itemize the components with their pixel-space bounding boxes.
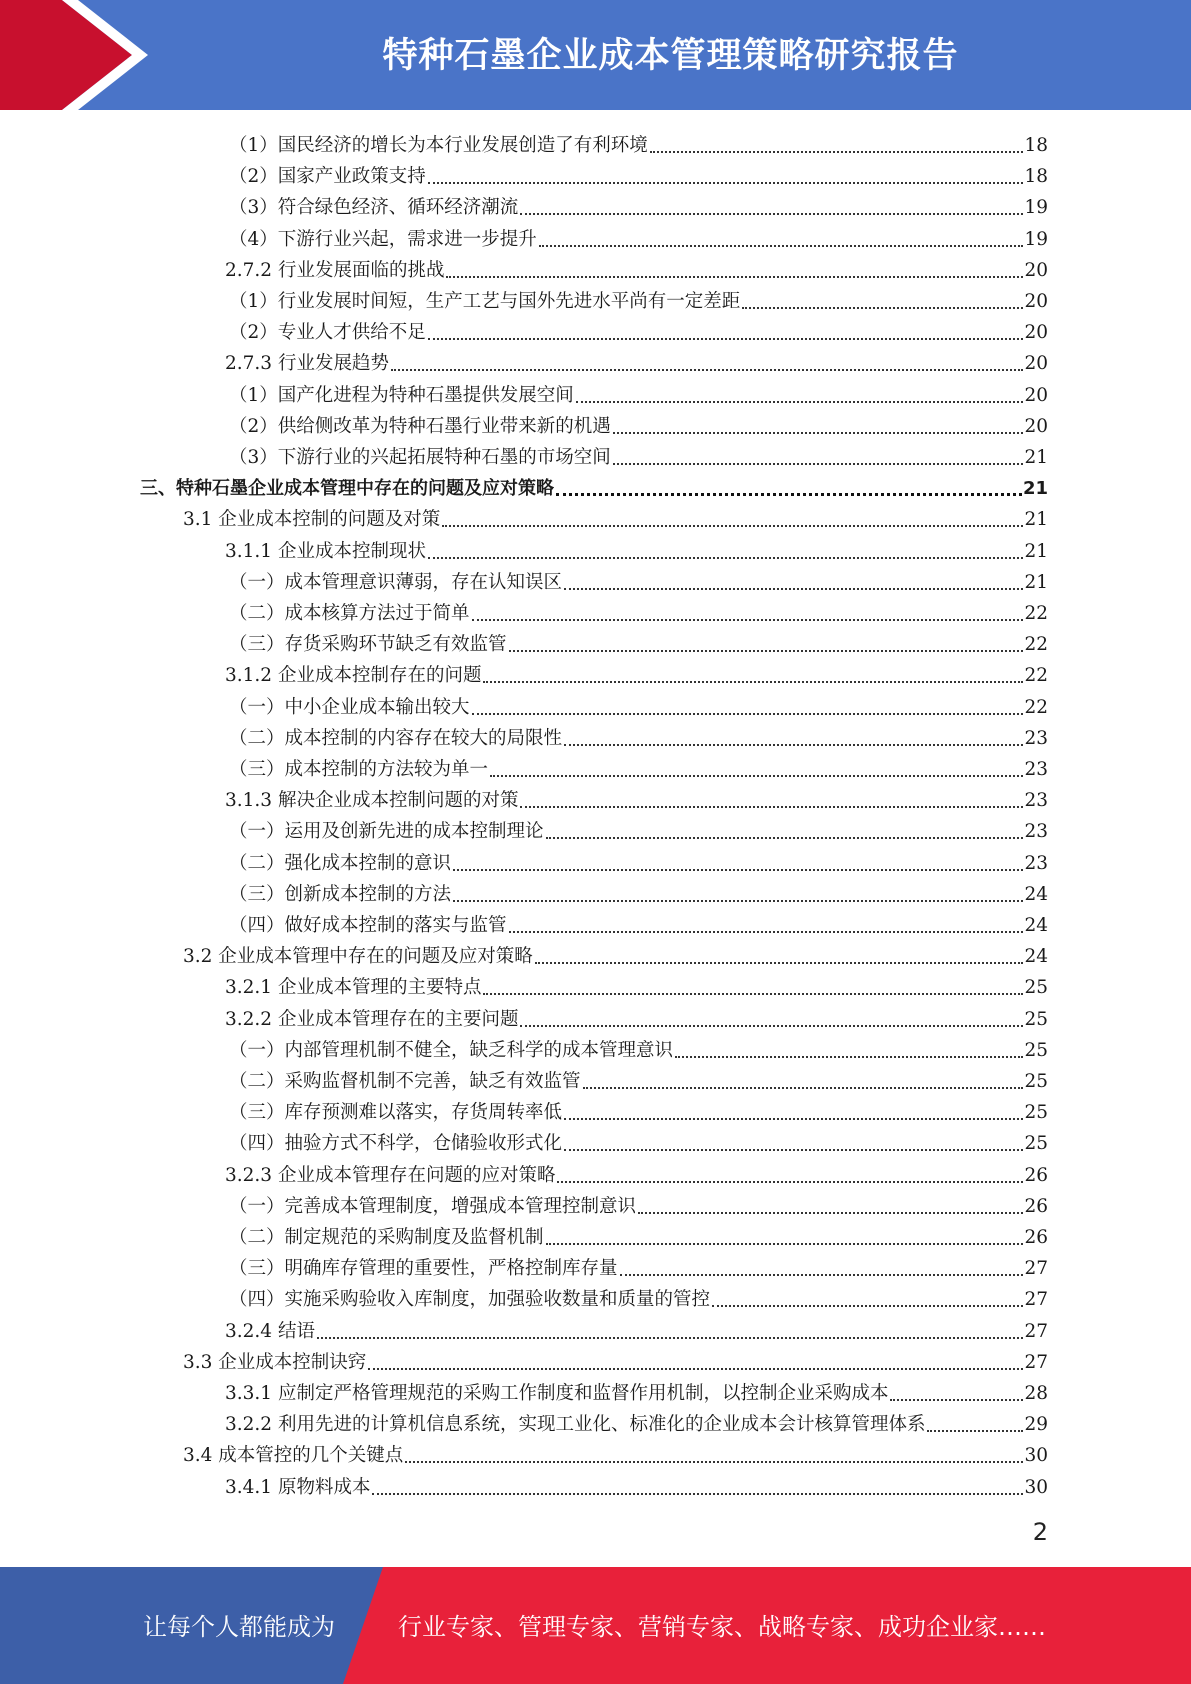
- toc-entry-page: 23: [1024, 759, 1048, 780]
- toc-entry-label: 三、特种石墨企业成本管理中存在的问题及应对策略: [140, 478, 554, 500]
- toc-entry-page: 29: [1024, 1414, 1048, 1436]
- toc-entry-label: （一）完善成本管理制度，增强成本管理控制意识: [229, 1195, 637, 1217]
- toc-entry-label: （三）库存预测难以落实，存货周转率低: [229, 1102, 563, 1124]
- toc-entry[interactable]: [225, 1157, 1048, 1188]
- toc-dot-leader: [509, 650, 1024, 652]
- toc-entry-label: 3.3 企业成本控制诀窍: [183, 1351, 367, 1373]
- toc-entry-page: 26: [1024, 1227, 1048, 1248]
- toc-entry-page: 27: [1024, 1351, 1048, 1373]
- toc-entry[interactable]: [229, 845, 1048, 876]
- toc-dot-leader: [638, 1212, 1023, 1214]
- toc-entry-page: 20: [1024, 291, 1048, 312]
- toc-dot-leader: [546, 1243, 1024, 1245]
- toc-dot-leader: [927, 1430, 1023, 1432]
- toc-entry-label: （1）国民经济的增长为本行业发展创造了有利环境: [229, 135, 648, 156]
- toc-entry-label: （4）下游行业兴起，需求进一步提升: [229, 228, 537, 250]
- toc-entry[interactable]: [225, 1469, 1048, 1500]
- toc-dot-leader: [564, 1149, 1023, 1151]
- toc-entry-page: 22: [1024, 696, 1048, 718]
- footer-slogan-left: 让每个人都能成为: [143, 1613, 335, 1641]
- toc-entry-label: （一）内部管理机制不健全，缺乏科学的成本管理意识: [229, 1039, 674, 1061]
- toc-dot-leader: [442, 525, 1023, 527]
- toc-entry-label: 3.4.1 原物料成本: [225, 1476, 371, 1498]
- toc-entry[interactable]: [229, 1281, 1048, 1312]
- toc-dot-leader: [613, 432, 1024, 434]
- toc-entry[interactable]: [229, 283, 1048, 314]
- toc-entry-label: （2）供给侧改革为特种石墨行业带来新的机遇: [229, 415, 611, 437]
- toc-dot-leader: [675, 1056, 1023, 1058]
- toc-entry-label: （2）国家产业政策支持: [229, 166, 426, 188]
- toc-entry[interactable]: [229, 1063, 1048, 1094]
- toc-entry[interactable]: [229, 595, 1048, 626]
- toc-entry-page: 21: [1024, 509, 1048, 531]
- toc-entry-page: 24: [1024, 883, 1048, 905]
- toc-entry-label: （3）符合绿色经济、循环经济潮流: [229, 197, 519, 219]
- toc-entry[interactable]: [229, 314, 1048, 345]
- toc-entry[interactable]: [229, 1188, 1048, 1219]
- toc-entry-page: 30: [1024, 1476, 1048, 1498]
- toc-entry-page: 27: [1024, 1320, 1048, 1342]
- toc-entry-label: （1）国产化进程为特种石墨提供发展空间: [229, 384, 574, 406]
- toc-entry-page: 19: [1024, 197, 1048, 219]
- toc-entry[interactable]: [229, 564, 1048, 595]
- toc-dot-leader: [564, 1118, 1023, 1120]
- toc-entry-label: （二）强化成本控制的意识: [229, 852, 452, 874]
- toc-entry-label: 3.1.3 解决企业成本控制问题的对策: [225, 790, 519, 812]
- toc-dot-leader: [391, 369, 1023, 371]
- toc-dot-leader: [712, 1305, 1023, 1307]
- toc-entry-label: （一）中小企业成本输出较大: [229, 696, 470, 718]
- toc-entry-label: 3.2 企业成本管理中存在的问题及应对策略: [183, 946, 533, 968]
- toc-entry-label: 3.2.3 企业成本管理存在问题的应对策略: [225, 1164, 556, 1186]
- toc-entry-page: 23: [1024, 852, 1048, 874]
- toc-dot-leader: [483, 993, 1023, 995]
- toc-dot-leader: [650, 151, 1024, 153]
- toc-entry[interactable]: [183, 501, 1048, 532]
- toc-dot-leader: [472, 619, 1024, 621]
- toc-entry-page: 20: [1024, 322, 1048, 344]
- toc-entry-label: 2.7.3 行业发展趋势: [225, 353, 389, 375]
- toc-dot-leader: [509, 931, 1024, 933]
- toc-entry-page: 27: [1024, 1289, 1048, 1311]
- toc-dot-leader: [520, 806, 1023, 808]
- toc-entry[interactable]: [229, 876, 1048, 907]
- toc-dot-leader: [742, 307, 1023, 309]
- toc-dot-leader: [428, 338, 1024, 340]
- toc-entry-label: （一）成本管理意识薄弱，存在认知误区: [229, 571, 563, 593]
- toc-entry-label: （四）做好成本控制的落实与监管: [229, 915, 507, 936]
- toc-entry-page: 23: [1024, 727, 1048, 749]
- toc-entry-page: 25: [1024, 1039, 1048, 1061]
- toc-entry[interactable]: [229, 626, 1048, 657]
- toc-entry-label: 3.1.1 企业成本控制现状: [225, 540, 426, 562]
- toc-entry[interactable]: [225, 533, 1048, 564]
- toc-entry[interactable]: [229, 1032, 1048, 1063]
- toc-entry[interactable]: [183, 938, 1048, 969]
- toc-entry-label: 3.3.1 应制定严格管理规范的采购工作制度和监督作用机制，以控制企业采购成本: [225, 1383, 889, 1404]
- toc-entry-page: 20: [1024, 415, 1048, 437]
- toc-entry[interactable]: [225, 1375, 1048, 1406]
- toc-entry-page: 23: [1024, 790, 1048, 812]
- toc-entry-page: 21: [1024, 540, 1048, 562]
- header-banner: [0, 0, 1191, 110]
- toc-entry[interactable]: [229, 1125, 1048, 1156]
- toc-entry[interactable]: [229, 127, 1048, 158]
- toc-entry-page: 25: [1024, 977, 1048, 999]
- toc-entry-page: 20: [1024, 384, 1048, 406]
- toc-entry-page: 26: [1024, 1195, 1048, 1217]
- toc-entry-page: 25: [1024, 1071, 1048, 1092]
- toc-entry-label: （四）抽验方式不科学，仓储验收形式化: [229, 1133, 563, 1155]
- toc-dot-leader: [483, 681, 1023, 683]
- footer-banner: [0, 1567, 1191, 1684]
- toc-entry-label: （2）专业人才供给不足: [229, 322, 426, 344]
- toc-entry-label: （三）存货采购环节缺乏有效监管: [229, 634, 507, 656]
- toc-dot-leader: [520, 1025, 1023, 1027]
- toc-entry-label: （一）运用及创新先进的成本控制理论: [229, 821, 544, 843]
- toc-dot-leader: [405, 1461, 1023, 1463]
- toc-entry-label: （3）下游行业的兴起拓展特种石墨的市场空间: [229, 447, 611, 468]
- toc-entry[interactable]: [229, 751, 1048, 782]
- toc-entry[interactable]: [229, 1250, 1048, 1281]
- toc-dot-leader: [372, 1493, 1023, 1495]
- toc-dot-leader: [535, 962, 1024, 964]
- toc-entry-label: （二）成本核算方法过于简单: [229, 603, 470, 624]
- toc-entry-page: 18: [1024, 135, 1048, 156]
- toc-entry-page: 19: [1024, 228, 1048, 250]
- toc-entry[interactable]: [229, 813, 1048, 844]
- toc-entry[interactable]: [225, 782, 1048, 813]
- report-title: 特种石墨企业成本管理策略研究报告: [382, 36, 959, 76]
- toc-entry[interactable]: [140, 470, 1048, 501]
- toc-dot-leader: [428, 557, 1023, 559]
- toc-dot-leader: [564, 744, 1023, 746]
- toc-entry-label: 3.2.2 利用先进的计算机信息系统，实现工业化、标准化的企业成本会计核算管理体系: [225, 1414, 926, 1436]
- toc-dot-leader: [368, 1368, 1023, 1370]
- toc-dot-leader: [520, 213, 1023, 215]
- toc-dot-leader: [428, 182, 1024, 184]
- toc-entry-label: （二）成本控制的内容存在较大的局限性: [229, 727, 563, 749]
- toc-dot-leader: [613, 463, 1024, 465]
- toc-dot-leader: [576, 401, 1024, 403]
- toc-entry-label: 3.2.1 企业成本管理的主要特点: [225, 977, 482, 999]
- toc-entry-label: （三）明确库存管理的重要性，严格控制库存量: [229, 1258, 618, 1280]
- toc-entry-label: 3.1 企业成本控制的问题及对策: [183, 509, 441, 531]
- chevron-arrow-icon: [0, 0, 160, 110]
- toc-entry-label: （1）行业发展时间短，生产工艺与国外先进水平尚有一定差距: [229, 291, 741, 312]
- toc-entry-page: 25: [1024, 1102, 1048, 1124]
- toc-entry-page: 23: [1024, 821, 1048, 843]
- toc-entry-page: 25: [1024, 1133, 1048, 1155]
- toc-entry-label: （三）创新成本控制的方法: [229, 883, 452, 905]
- toc-entry-page: 21: [1024, 571, 1048, 593]
- toc-entry-label: 3.4 成本管控的几个关键点: [183, 1445, 404, 1467]
- toc-dot-leader: [472, 713, 1024, 715]
- toc-dot-leader: [620, 1274, 1024, 1276]
- toc-dot-leader: [583, 1087, 1024, 1089]
- toc-entry-page: 25: [1024, 1008, 1048, 1030]
- toc-entry-page: 20: [1024, 259, 1048, 281]
- toc-entry-page: 28: [1024, 1383, 1048, 1404]
- toc-entry[interactable]: [229, 221, 1048, 252]
- toc-entry-page: 21: [1022, 478, 1048, 500]
- toc-dot-leader: [564, 588, 1023, 590]
- toc-entry-page: 22: [1024, 665, 1048, 687]
- toc-entry-page: 24: [1024, 915, 1048, 936]
- toc-entry[interactable]: [225, 345, 1048, 376]
- toc-entry-page: 30: [1024, 1445, 1048, 1467]
- toc-entry-page: 27: [1024, 1258, 1048, 1280]
- footer-slogan-right: 行业专家、管理专家、营销专家、战略专家、成功企业家……: [398, 1613, 1046, 1641]
- toc-entry-label: （三）成本控制的方法较为单一: [229, 759, 489, 780]
- toc-entry[interactable]: [183, 1344, 1048, 1375]
- toc-entry-page: 22: [1024, 634, 1048, 656]
- toc-entry[interactable]: [229, 1094, 1048, 1125]
- toc-dot-leader: [546, 837, 1024, 839]
- toc-entry-page: 21: [1024, 447, 1048, 468]
- toc-entry[interactable]: [225, 1001, 1048, 1032]
- toc-entry[interactable]: [183, 1437, 1048, 1468]
- toc-entry[interactable]: [229, 408, 1048, 439]
- toc-dot-leader: [453, 900, 1023, 902]
- page-number: 2: [1032, 1518, 1048, 1546]
- toc-entry[interactable]: [225, 1313, 1048, 1344]
- toc-entry[interactable]: [229, 907, 1048, 938]
- toc-entry-label: （二）采购监督机制不完善，缺乏有效监管: [229, 1071, 581, 1092]
- toc-dot-leader: [539, 245, 1024, 247]
- toc-entry-page: 24: [1024, 946, 1048, 968]
- toc-entry-page: 20: [1024, 353, 1048, 375]
- toc-entry[interactable]: [229, 377, 1048, 408]
- toc-entry-label: （四）实施采购验收入库制度，加强验收数量和质量的管控: [229, 1289, 711, 1311]
- toc-entry[interactable]: [229, 189, 1048, 220]
- toc-dot-leader: [490, 775, 1023, 777]
- toc-entry-label: 2.7.2 行业发展面临的挑战: [225, 259, 445, 281]
- toc-entry[interactable]: [225, 657, 1048, 688]
- toc-entry[interactable]: [229, 720, 1048, 751]
- toc-entry-label: 3.2.4 结语: [225, 1320, 315, 1342]
- toc-entry-page: 18: [1024, 166, 1048, 188]
- toc-entry-page: 22: [1024, 603, 1048, 624]
- toc-dot-leader: [453, 869, 1023, 871]
- toc-entry[interactable]: [229, 439, 1048, 470]
- toc-entry[interactable]: [229, 158, 1048, 189]
- toc-entry[interactable]: [229, 1219, 1048, 1250]
- toc-dot-leader: [317, 1337, 1024, 1339]
- toc-entry[interactable]: [225, 1406, 1048, 1437]
- toc-entry[interactable]: [229, 689, 1048, 720]
- toc-dot-leader: [446, 276, 1023, 278]
- toc-entry-label: 3.2.2 企业成本管理存在的主要问题: [225, 1008, 519, 1030]
- toc-entry-label: （二）制定规范的采购制度及监督机制: [229, 1227, 544, 1248]
- toc-dot-leader: [556, 493, 1022, 496]
- toc-entry-label: 3.1.2 企业成本控制存在的问题: [225, 665, 482, 687]
- toc-entry[interactable]: [225, 969, 1048, 1000]
- toc-entry-page: 26: [1024, 1164, 1048, 1186]
- toc-dot-leader: [890, 1399, 1023, 1401]
- toc-dot-leader: [557, 1181, 1023, 1183]
- toc-entry[interactable]: [225, 252, 1048, 283]
